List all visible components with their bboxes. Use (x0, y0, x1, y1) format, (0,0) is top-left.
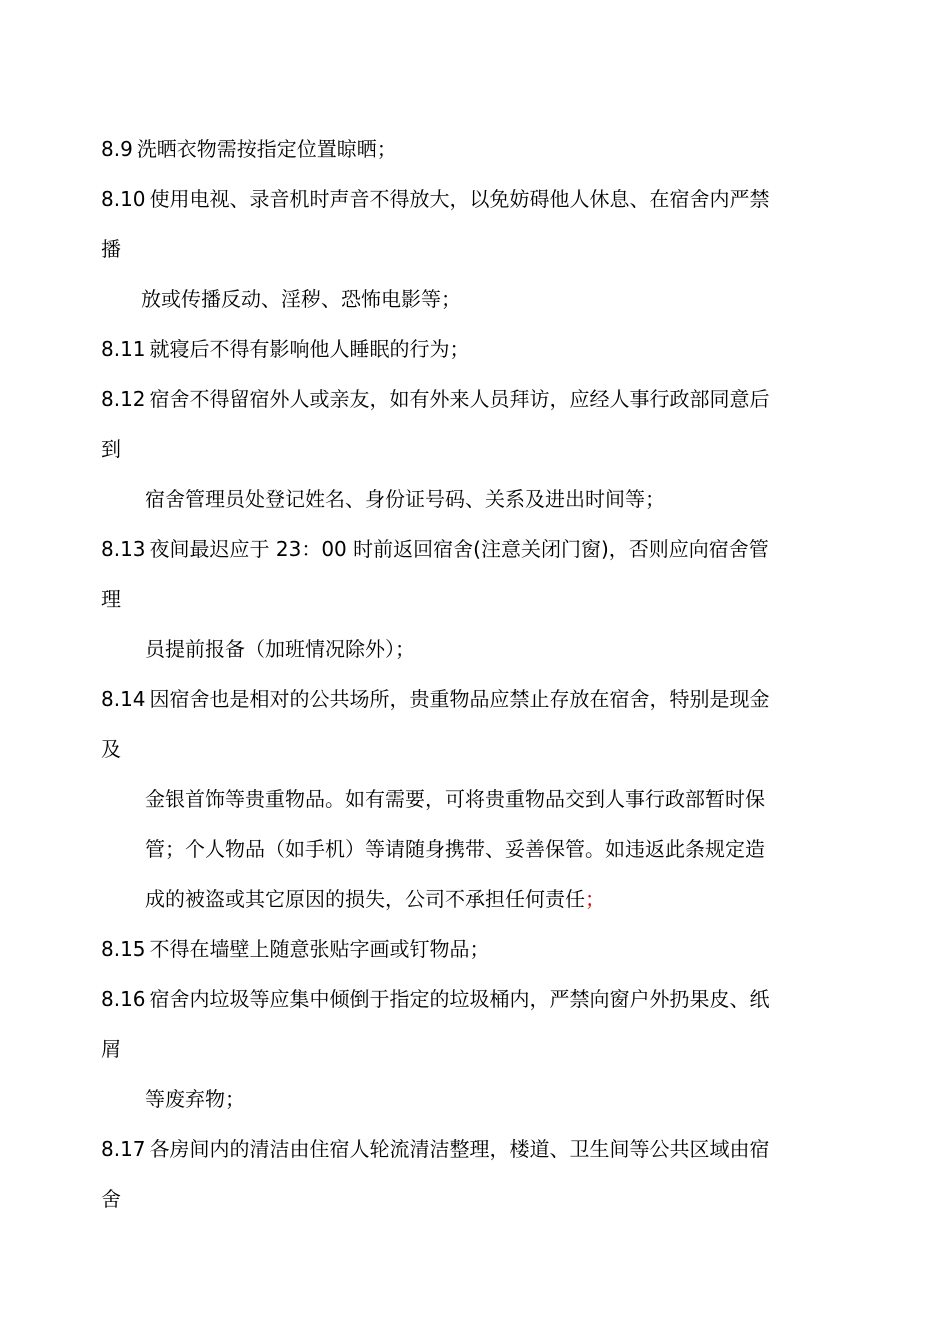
rule-continuation-indent (145, 784, 765, 814)
rule-number: 8.12 (101, 387, 146, 411)
rule-number: 8.15 (101, 937, 146, 961)
rule-8-10 (101, 184, 770, 214)
rule-text: 播 (101, 237, 121, 261)
rule-text: 员提前报备（加班情况除外）； (145, 637, 415, 661)
rule-text: 宿舍管理员处登记姓名、身份证号码、关系及进出时间等； (145, 487, 665, 511)
rule-8-16 (101, 984, 770, 1014)
rule-number: 8.10 (101, 187, 146, 211)
rule-8-14 (101, 684, 770, 714)
rule-text: 使用电视、录音机时声音不得放大，以免妨碍他人休息、在宿舍内严禁 (149, 187, 770, 211)
rule-continuation-indent (145, 834, 765, 864)
rule-number: 8.16 (101, 987, 146, 1011)
rule-continuation (101, 234, 121, 264)
rule-8-9 (101, 134, 397, 164)
rule-text: 洗晒衣物需按指定位置晾晒； (136, 137, 397, 161)
rule-number: 8.9 (101, 137, 133, 161)
rule-continuation-indent (145, 1084, 245, 1114)
rule-text: 等废弃物； (145, 1087, 245, 1111)
rule-continuation-indent (141, 284, 461, 314)
rule-continuation (101, 1034, 121, 1064)
rule-continuation (101, 434, 121, 464)
rule-continuation (101, 734, 121, 764)
rule-number: 8.13 (101, 537, 146, 561)
rule-continuation-indent (145, 634, 415, 664)
rule-text: 不得在墙壁上随意张贴字画或钉物品； (149, 937, 490, 961)
rule-text: 就寝后不得有影响他人睡眠的行为； (149, 337, 470, 361)
rule-continuation (101, 1184, 121, 1214)
rule-text: 放或传播反动、淫秽、恐怖电影等； (141, 287, 461, 311)
rule-number: 8.14 (101, 687, 146, 711)
rule-number: 8.11 (101, 337, 146, 361)
rule-8-11 (101, 334, 470, 364)
rule-8-15 (101, 934, 490, 964)
rule-text: 宿舍内垃圾等应集中倾倒于指定的垃圾桶内，严禁向窗户外扔果皮、纸 (149, 987, 770, 1011)
rule-text: 到 (101, 437, 121, 461)
rule-text: 舍 (101, 1187, 121, 1211)
rule-8-17 (101, 1134, 770, 1164)
rule-8-12 (101, 384, 770, 414)
rule-number: 8.17 (101, 1137, 146, 1161)
rule-continuation-indent (145, 884, 605, 914)
rule-text: 金银首饰等贵重物品。如有需要，可将贵重物品交到人事行政部暂时保 (145, 787, 765, 811)
rule-text: 各房间内的清洁由住宿人轮流清洁整理，楼道、卫生间等公共区域由宿 (149, 1137, 770, 1161)
revision-mark: ； (585, 887, 605, 911)
rule-text: 管；个人物品（如手机）等请随身携带、妥善保管。如违返此条规定造 (145, 837, 765, 861)
rule-text: 成的被盗或其它原因的损失，公司不承担任何责任 (145, 887, 585, 911)
rule-text: 屑 (101, 1037, 121, 1061)
rule-text: 宿舍不得留宿外人或亲友，如有外来人员拜访，应经人事行政部同意后 (149, 387, 770, 411)
rule-text: 因宿舍也是相对的公共场所，贵重物品应禁止存放在宿舍，特别是现金 (149, 687, 770, 711)
rule-text: 夜间最迟应于 23：00 时前返回宿舍(注意关闭门窗)，否则应向宿舍管 (149, 537, 769, 561)
rule-continuation-indent (145, 484, 665, 514)
rule-text: 及 (101, 737, 121, 761)
rule-text: 理 (101, 587, 121, 611)
rule-8-13 (101, 534, 769, 564)
rule-continuation (101, 584, 121, 614)
